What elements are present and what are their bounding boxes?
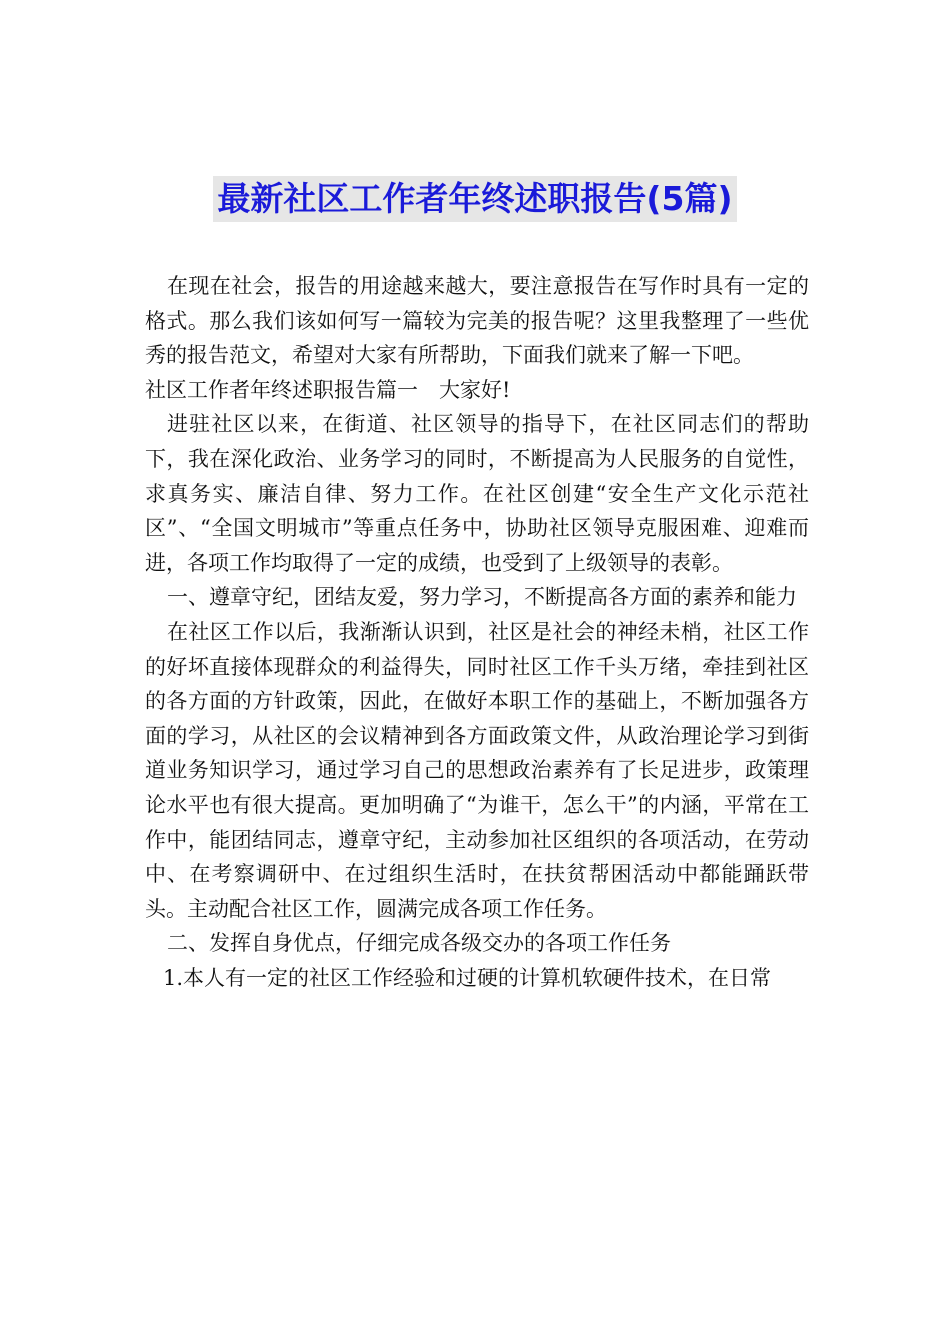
section-heading-part-one: 社区工作者年终述职报告篇一 大家好! xyxy=(145,377,511,402)
document-title-block xyxy=(0,176,950,222)
body-paragraph: 在社区工作以后，我渐渐认识到，社区是社会的神经未梢，社区工作的好坏直接体现群众的利益得失，同时社区工作千头万绪，牵挂到社区的各方面的方针政策，因此，在做好本职工作的基础上，不断加强各方面的学习，从社区的会议精神到各方面政策文件，从政治理论学习到街道业务知识学习，通过学习自己的思想政治素养有了长足进步，政策理论水平也有很大提高。更加明确了“为谁干，怎么干”的内涵，平常在工作中，能团结同志，遵章守纪，主动参加社区组织的各项活动，在劳动中、在考察调研中、在过组织生活时，在扶贫帮困活动中都能踊跃带头。主动配合社区工作，圆满完成各项工作任务。 xyxy=(145,619,809,921)
body-paragraph: 进驻社区以来，在街道、社区领导的指导下，在社区同志们的帮助下，我在深化政治、业务学习的同时，不断提高为人民服务的自觉性，求真务实、廉洁自律、努力工作。在社区创建“安全生产文化示范社区”、“全国文明城市”等重点任务中，协助社区领导克服困难、迎难而进，各项工作均取得了一定的成绩，也受到了上级领导的表彰。 xyxy=(145,412,809,575)
list-item: 1.本人有一定的社区工作经验和过硬的计算机软硬件技术，在日常 xyxy=(163,965,772,990)
document-title: 最新社区工作者年终述职报告(5篇) xyxy=(213,176,736,222)
subheading-one: 一、遵章守纪，团结友爱，努力学习，不断提高各方面的素养和能力 xyxy=(167,585,797,610)
intro-paragraph: 在现在社会，报告的用途越来越大，要注意报告在写作时具有一定的格式。那么我们该如何写一篇较为完美的报告呢？这里我整理了一些优秀的报告范文，希望对大家有所帮助，下面我们就来了解一下吧。 xyxy=(145,274,809,368)
document-body xyxy=(145,269,809,995)
subheading-two: 二、发挥自身优点，仔细完成各级交办的各项工作任务 xyxy=(167,931,671,956)
